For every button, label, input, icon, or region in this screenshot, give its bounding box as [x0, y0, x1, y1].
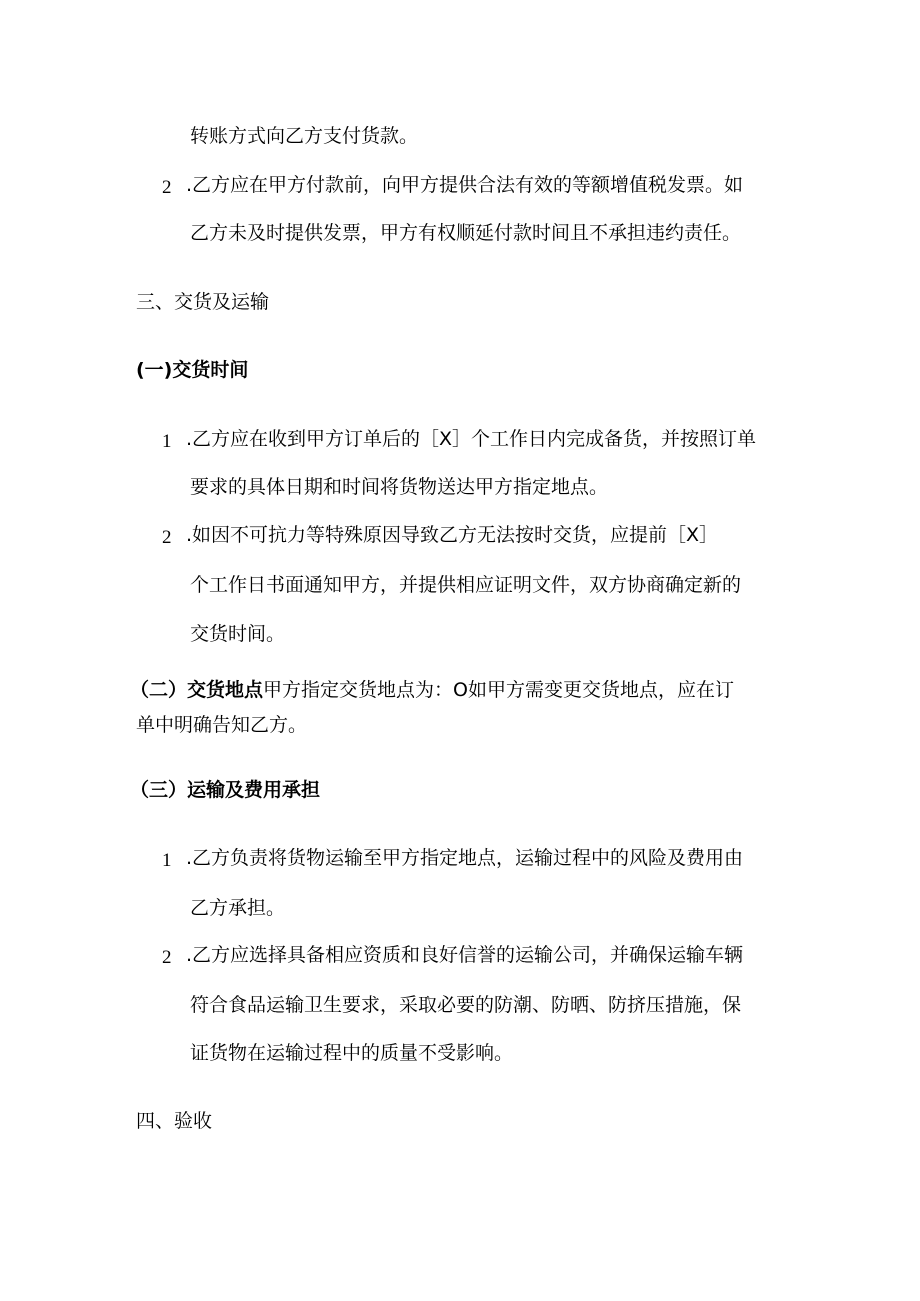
list-item-line: 交货时间。: [190, 623, 286, 645]
list-number: 1: [162, 850, 172, 871]
list-number: 2: [162, 177, 172, 198]
paragraph-line: 单中明确告知乙方。: [136, 714, 308, 736]
list-item-line: 个工作日书面通知甲方，并提供相应证明文件，双方协商确定新的: [190, 574, 742, 596]
subsection-heading: (一)交货时间: [136, 359, 249, 381]
list-number: 1: [162, 431, 172, 452]
list-item-line: 要求的具体日期和时间将货物送达甲方指定地点。: [190, 476, 609, 498]
section-heading: 三、交货及运输: [136, 291, 270, 313]
list-item-line: .乙方负责将货物运输至甲方指定地点，运输过程中的风险及费用由: [186, 847, 744, 869]
list-item-line: 乙方未及时提供发票，甲方有权顺延付款时间且不承担违约责任。: [190, 222, 742, 244]
list-item-line: .乙方应选择具备相应资质和良好信誉的运输公司，并确保运输车辆: [186, 944, 744, 966]
subsection-heading: （二）交货地点: [130, 679, 264, 701]
list-item-line: .如因不可抗力等特殊原因导致乙方无法按时交货，应提前［X］: [186, 524, 719, 546]
list-number: 2: [162, 527, 172, 548]
section-heading: 四、验收: [136, 1110, 213, 1132]
list-item-line: 乙方承担。: [190, 897, 286, 919]
list-item-line: .乙方应在甲方付款前，向甲方提供合法有效的等额增值税发票。如: [186, 174, 744, 196]
paragraph-text: 甲方指定交货地点为：O如甲方需变更交货地点，应在订: [263, 679, 734, 701]
subsection-heading: （三）运输及费用承担: [130, 779, 321, 801]
list-item-line: 符合食品运输卫生要求，采取必要的防潮、防晒、防挤压措施，保: [190, 994, 742, 1016]
list-item-line: 证货物在运输过程中的质量不受影响。: [190, 1042, 514, 1064]
subsection-paragraph: [130, 681, 734, 700]
list-number: 2: [162, 947, 172, 968]
list-item-line: .乙方应在收到甲方订单后的［X］个工作日内完成备货，并按照订单: [186, 428, 757, 450]
paragraph-line: 转账方式向乙方支付货款。: [190, 125, 419, 147]
